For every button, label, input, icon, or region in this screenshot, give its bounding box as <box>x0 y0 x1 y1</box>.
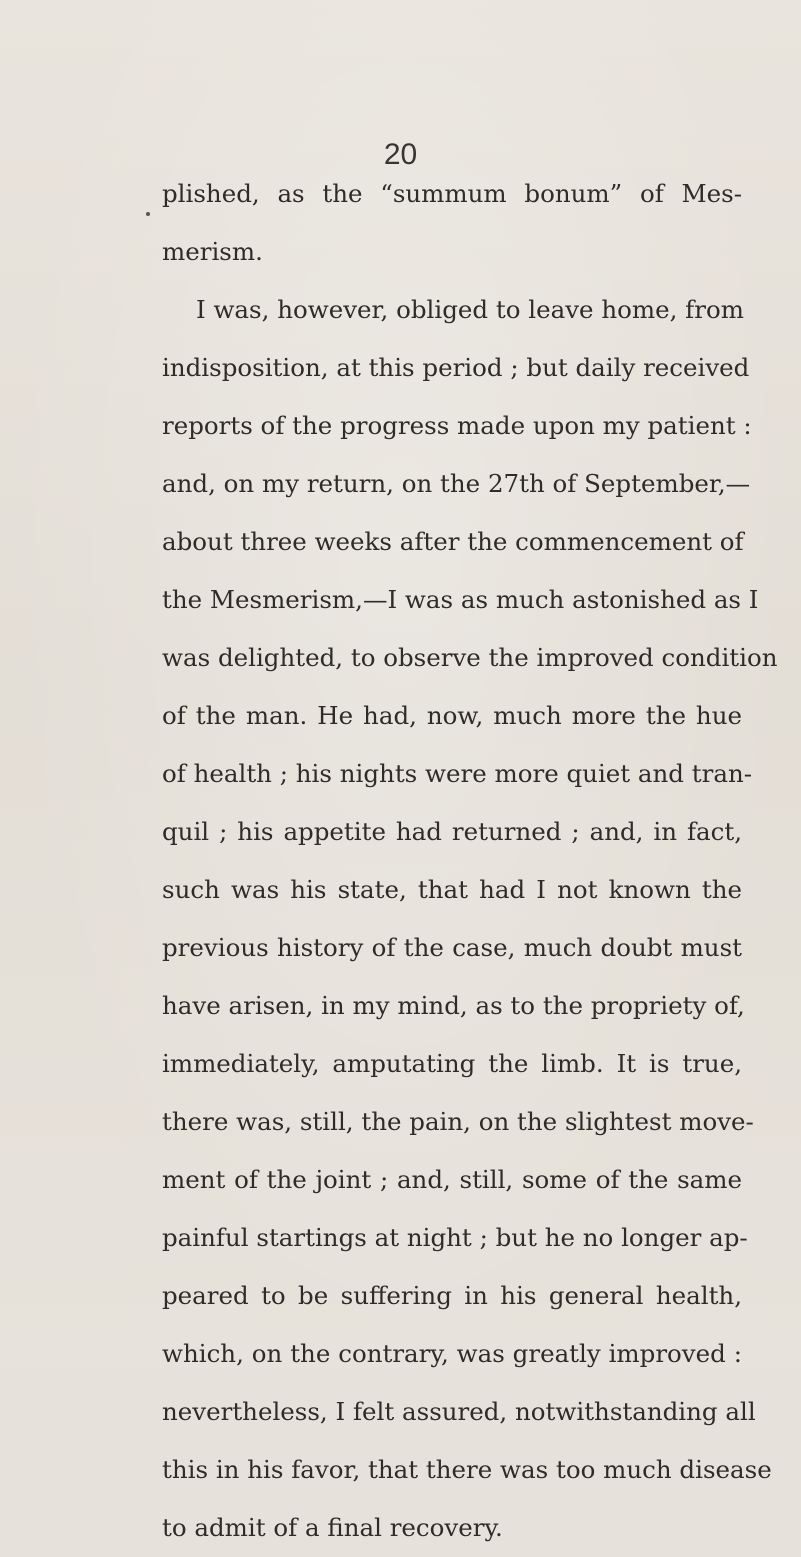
text-line: was delighted, to observe the improved condition <box>162 643 778 672</box>
text-line: of health ; his nights were more quiet and tran- <box>162 759 752 788</box>
text-line: immediately, amputating the limb. It is true, <box>162 1049 742 1078</box>
page-number: 20 <box>383 138 418 171</box>
text-line: merism. <box>162 237 263 266</box>
text-line: this in his favor, that there was too much disease <box>162 1455 772 1484</box>
text-line: quil ; his appetite had returned ; and, in fact, <box>162 817 742 846</box>
text-line: about three weeks after the commencement of <box>162 527 744 556</box>
text-line: there was, still, the pain, on the slightest move- <box>162 1107 754 1136</box>
text-line: have arisen, in my mind, as to the propriety of, <box>162 991 745 1020</box>
text-line: nevertheless, I felt assured, notwithstanding all <box>162 1397 756 1426</box>
text-line: painful startings at night ; but he no longer ap- <box>162 1223 748 1252</box>
text-line: such was his state, that had I not known the <box>162 875 742 904</box>
text-line: which, on the contrary, was greatly improved : <box>162 1339 742 1368</box>
text-line: peared to be suffering in his general health, <box>162 1281 742 1310</box>
text-line: previous history of the case, much doubt must <box>162 933 742 962</box>
body-text <box>162 165 778 1557</box>
text-line: I was, however, obliged to leave home, from <box>196 295 744 324</box>
text-line: plished, as the “summum bonum” of Mes- <box>162 179 742 208</box>
text-line: to admit of a final recovery. <box>162 1513 503 1542</box>
text-line: indisposition, at this period ; but daily received <box>162 353 750 382</box>
text-line: the Mesmerism,—I was as much astonished as I <box>162 585 759 614</box>
text-line: of the man. He had, now, much more the hue <box>162 701 742 730</box>
text-line: and, on my return, on the 27th of September,— <box>162 469 751 498</box>
text-line: ment of the joint ; and, still, some of the same <box>162 1165 742 1194</box>
print-speck <box>146 212 150 216</box>
text-line: reports of the progress made upon my patient : <box>162 411 752 440</box>
